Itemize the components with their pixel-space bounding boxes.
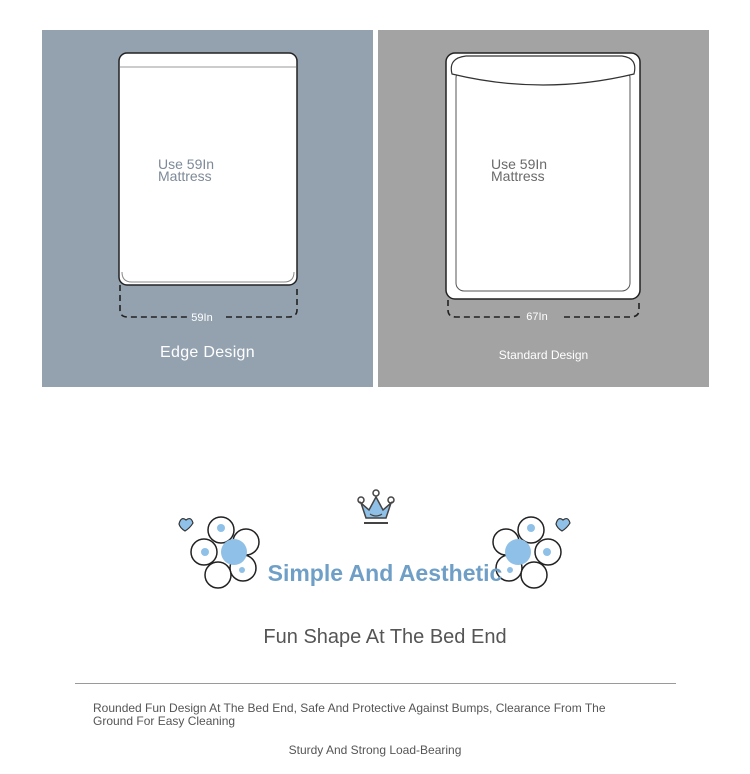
divider <box>75 683 676 684</box>
standard-width-label: 67In <box>526 311 548 323</box>
standard-design-caption: Standard Design <box>498 348 589 362</box>
heart-icon <box>179 519 193 531</box>
edge-design-caption: Edge Design <box>160 344 255 361</box>
standard-design-panel <box>378 30 709 387</box>
footer-caption: Sturdy And Strong Load-Bearing <box>288 743 462 757</box>
edge-bed-illustration <box>42 30 373 387</box>
crown-icon <box>356 488 396 528</box>
standard-bed-illustration <box>378 30 709 387</box>
subheadline: Fun Shape At The Bed End <box>263 626 507 648</box>
headline: Simple And Aesthetic <box>267 560 503 586</box>
standard-mattress-line2: Mattress <box>491 168 545 184</box>
edge-mattress-label <box>158 158 268 182</box>
edge-width-label: 59In <box>191 312 213 324</box>
edge-mattress-line1: Use 59In <box>158 156 215 172</box>
feature-description: Rounded Fun Design At The Bed End, Safe And Protective Against Bumps, Clearance From The Ground For Easy Cleaning <box>93 701 606 728</box>
heart-icon-right <box>556 519 570 531</box>
edge-design-panel <box>42 30 373 387</box>
standard-mattress-label <box>491 158 601 182</box>
edge-mattress-line2: Mattress <box>158 168 212 184</box>
standard-mattress-line1: Use 59In <box>491 156 548 172</box>
